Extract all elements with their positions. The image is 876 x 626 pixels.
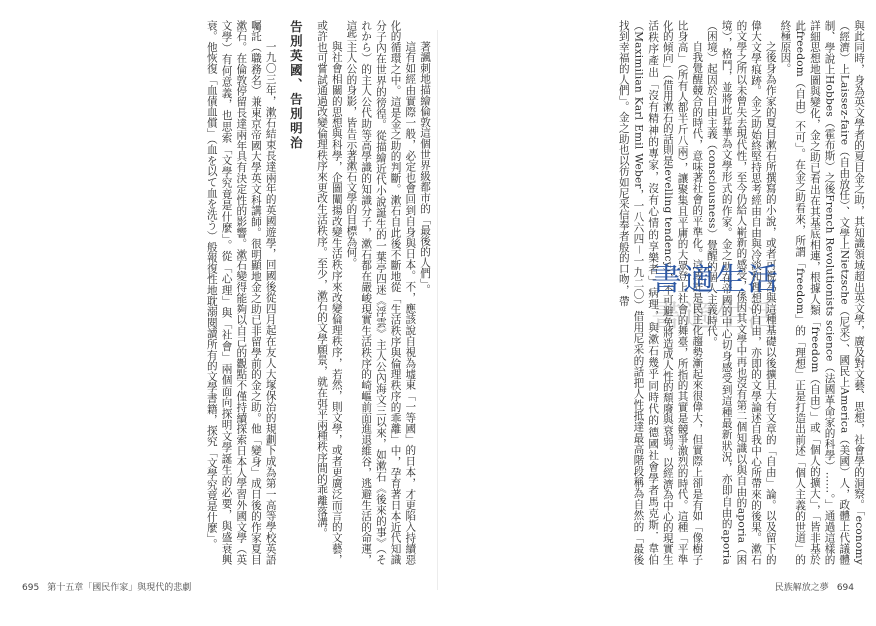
right-page-number: 694 bbox=[836, 583, 854, 593]
left-paragraph-3: 與社會相關的思想與科學，企圖闡揚改變生活秩序來改變倫理秩序，若然，則文學，或者更廣泛而言的文藝，或許也可嘗試通過改變倫理秩序來更改生活秩序。至少，漱石的文學願景，就在弭平兩種秩序間的乖離落溝。 bbox=[316, 20, 343, 565]
section-heading: 告別英國、告別明治 bbox=[288, 20, 304, 151]
left-paragraph-1: 著諷刺地描繪倫敦這個世界級都市的「最後的人們」。 bbox=[419, 41, 431, 296]
left-page-number: 695 bbox=[22, 583, 40, 593]
right-paragraph-1: 與此同時，身為英文學者的夏目金之助，其知識領域超出英文學，廣及對文藝、思想，社會學的洞察。「economy（經濟）上Laissez-faire（自由放任）、文學上Nietzsche（尼采）、國民上America（美國）人，政體上代議體制、學說上Hobbes（霍布斯）之後French Revolutionists science（法國革命家的科學）……。」通過這樣的詳細思想地圖與變化，金之助已看出在其基底相連，根據人類「freedom（自由）」或「個人的擴大」，「皆非基於此freedom（自由）不可」。在金之助看來，所謂「freedom」的「理想」正是打造出前述「個人主義的世道」的終極原因。 bbox=[779, 20, 865, 565]
left-running-header: 第十五章「國民作家」與現代的悲劇 bbox=[47, 583, 192, 593]
right-paragraph-2: 之後身為作家的夏目漱石所撰寫的小說，或者可視為與這種基礎以後擴且大有文章的「自由」論。以及留下的偉大文學痕跡。金之助始終堅持思考經由自由與冷淡和理想的自由，亦即的文學論述自我中心所帶來的後果。漱石的文學之所以未曾失去現代性，至今仍給人嶄新的感受，係因其文學中再也沒有第二個知識以與自由的aporia（困境），格鬥，並將此昇華為文學形式的作家。金之助在帝國的中心切身感受到這種最新狀況，亦即自由的aporia（困境）起因於自由主義（consciousness）覺醒的個人主義時代。 bbox=[705, 20, 777, 565]
right-page-body bbox=[454, 20, 866, 565]
right-paragraph-3: 自我覺醒競合的時代，意味著社會的平準化。這或許是民主化趨勢漸起來很偉大，但實際上卻是有如「像樹子比身高」（所有人都半斤八兩），讓聚集且平庸的大眾登上社會的舞臺，所指的其實是競爭激烈的時代。這種「平準化的傾向」（借用漱石的話則是levelling tendency），不可避免將造成人性的頹廢與衰弱。以經濟為中心的現實生活秩序產出「沒有精神的專家，沒有心情的享樂者」病理，與漱石幾乎同時代的德國社會學者馬克斯．韋伯（Maximilian Karl Emil Weber，一八六四－一九二〇）借用尼采的話把人性抵達最高階段稱為自然的「最後找到幸福的人們」。金之助也以彷如尼采信奉者般的口吻，帶 bbox=[617, 20, 704, 565]
section-paragraph-1: 一九〇三年，漱石結束長達兩年的英國遊學，回國後從四月起在友人大塚保治的規劃下成為第一高等學校英語囑託（職務名）兼東京帝國大學英文科講師。很明顯地金之助已非留學前的金之助。他「變身」成日後的作家夏目漱石。在倫敦停留長達兩年具有決定性的影響。漱石變得能夠以自己的觀點不僅持續探索日本人學習外國文學（英文學）有何意義，也思索「文學究竟是什麼」。從「心理」與「社會」兩個面向探明文學誕生的必要，與盛衰興衰。他恢復「血債血償」（血を以て血を洗う）般報復性地耽溺閱讀所有的文學書籍，探究「文學究竟是什麼」。 bbox=[205, 20, 277, 565]
right-running-header: 民族解放之夢 bbox=[774, 583, 829, 593]
right-folio bbox=[775, 580, 854, 593]
watermark-text: 書適生活 bbox=[651, 262, 779, 298]
left-paragraph-2: 這有如經由實際一般，必定也會回到自身與日本。不，應該說自視為墟東「一等國」的日本，才更陷入持續惡化的循環之中。這是金之助的判斷。漱石自此後不斷地從「生活秩序與倫理秩序的乖離」中，孕育著日本近代知識分子內在世界的徬徨。從描繪近代小說誕生的一葉亭四迷《浮雲》主人公內海文三以來，如漱石《後來的事》（それから）的主人公代助等高學識的知識分子，漱石都在嚴峻現實生活秩序的崎嶇前面進退維谷，逃避生活的命運，這些主人公的身影，皆告示著漱石文學的目標為何。 bbox=[345, 20, 417, 565]
left-folio bbox=[22, 580, 191, 593]
right-page bbox=[438, 0, 876, 626]
watermark-text-shadow: 書適生活 bbox=[651, 298, 779, 334]
left-page-body bbox=[164, 20, 432, 565]
